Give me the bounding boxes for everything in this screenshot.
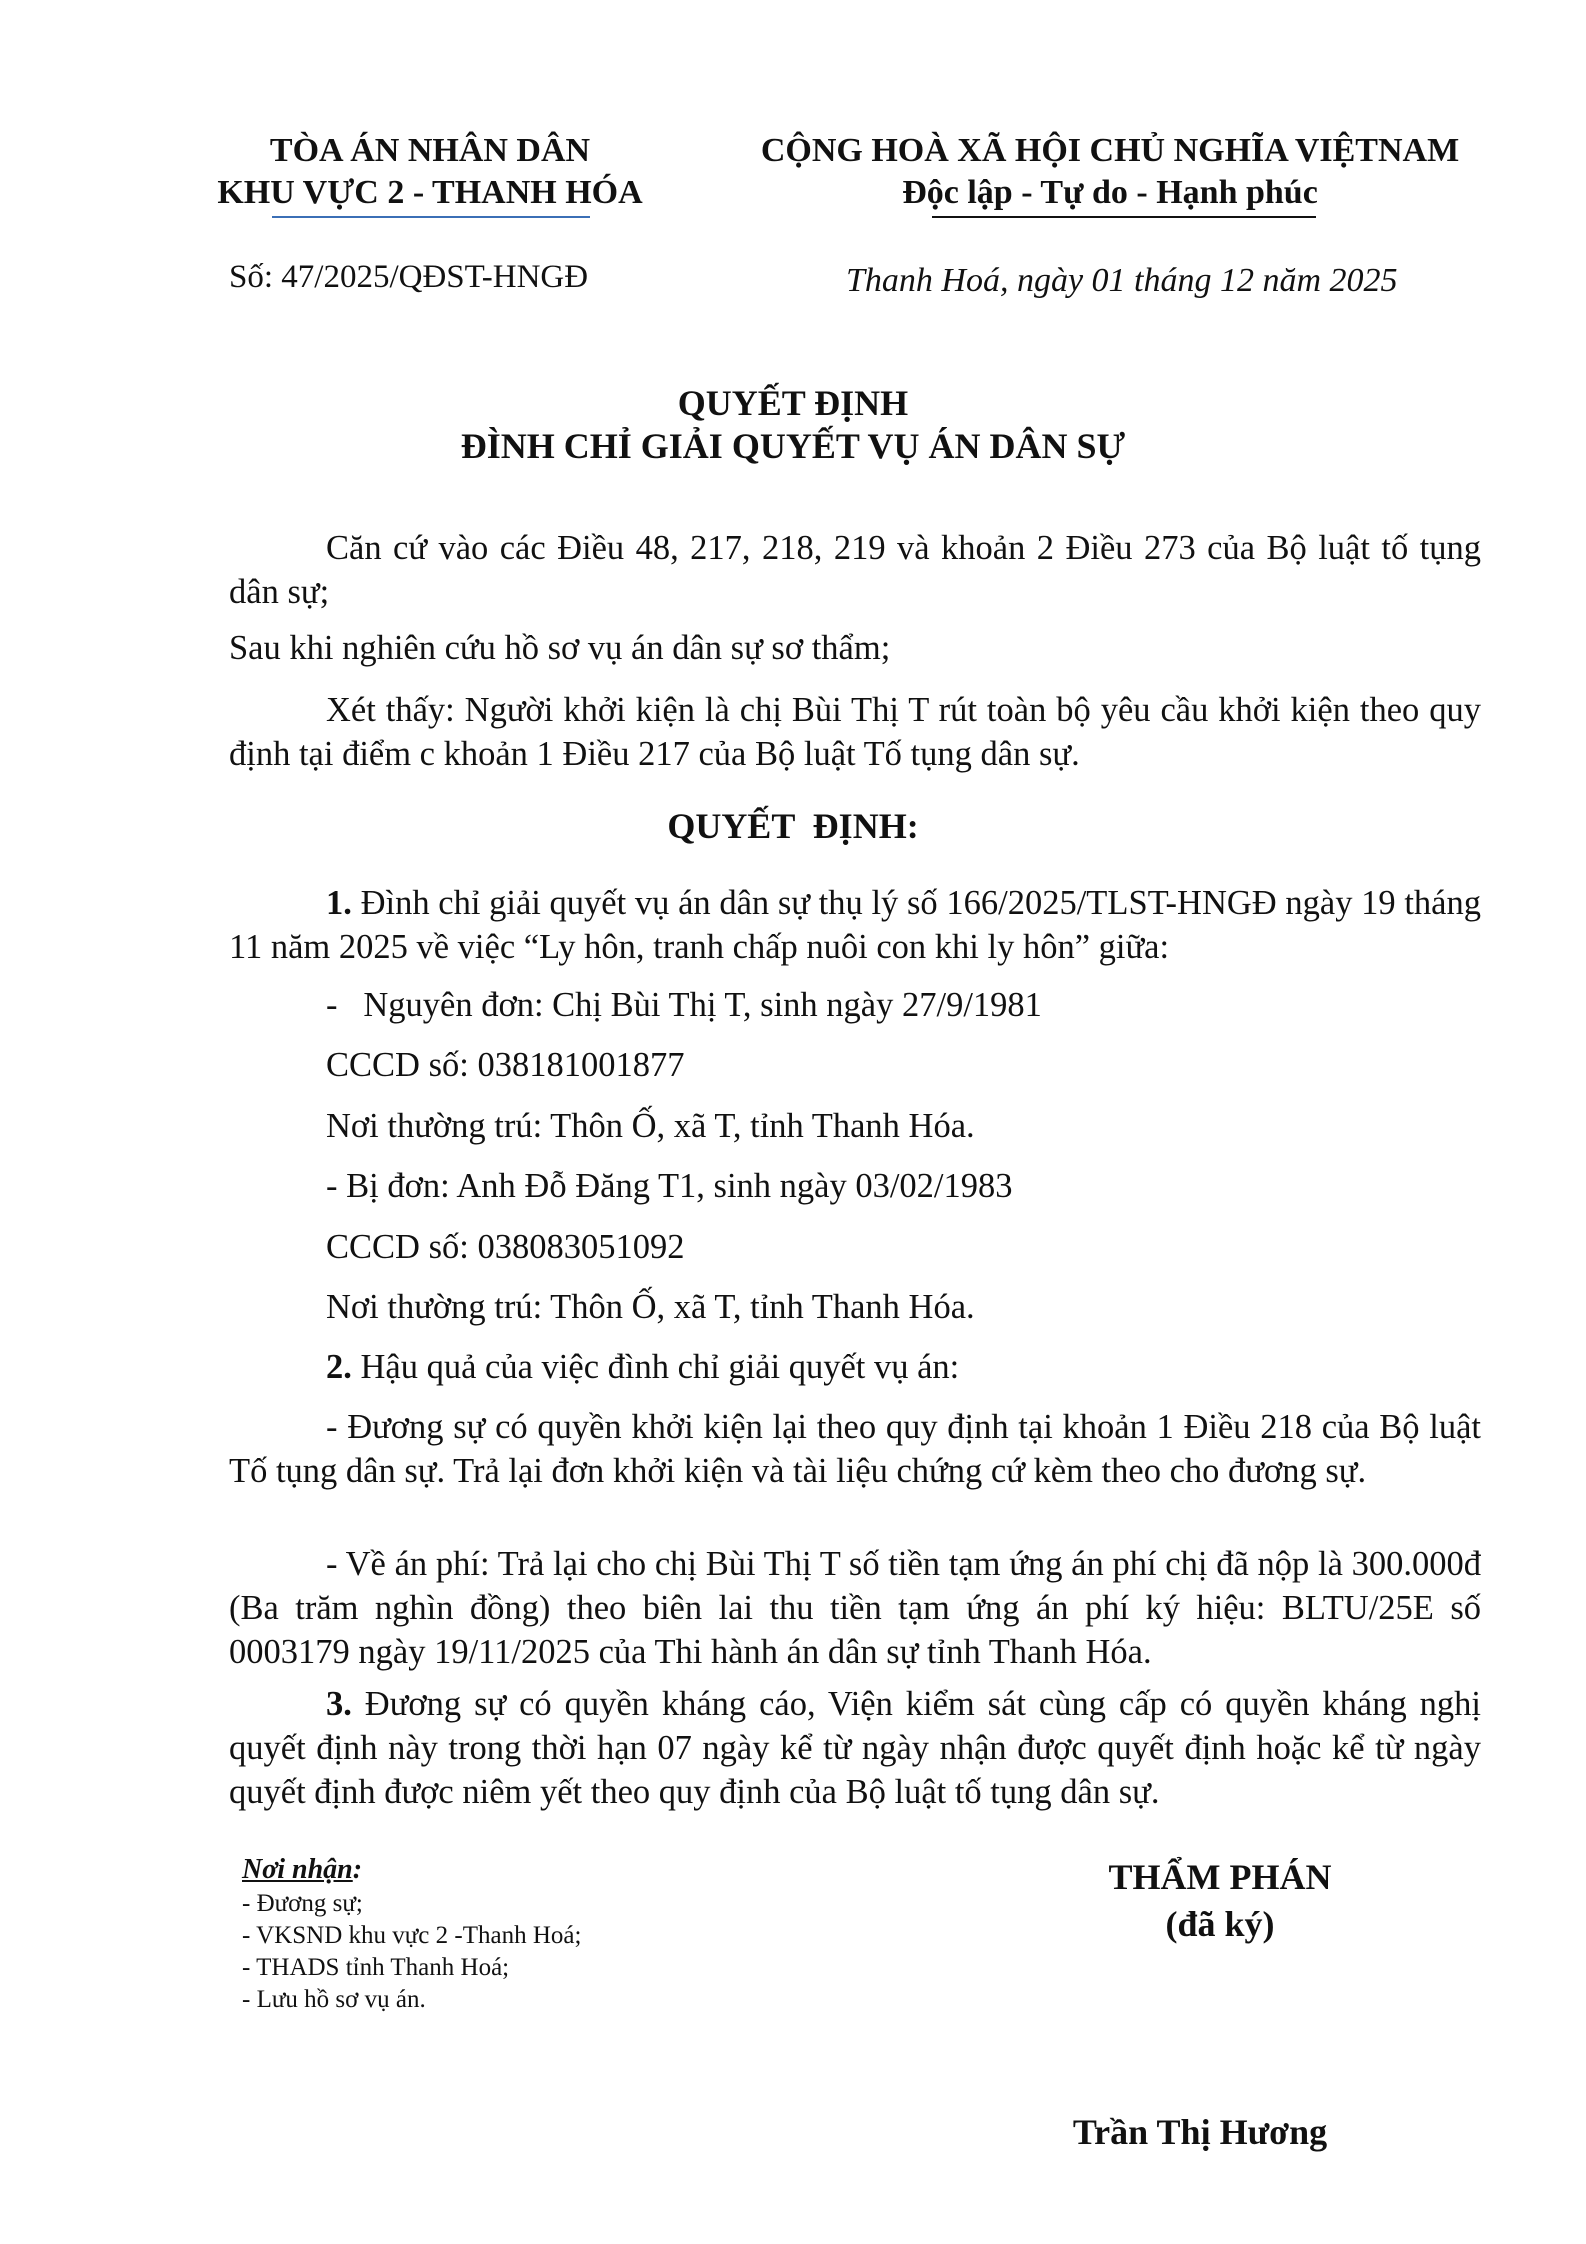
court-name-line2: KHU VỰC 2 - THANH HÓA xyxy=(217,174,643,211)
signer-role: THẨM PHÁN xyxy=(1108,1857,1332,1897)
recipients-heading-colon: : xyxy=(352,1854,363,1885)
item-2-number: 2. xyxy=(326,1348,352,1386)
item-2-right-to-resue: - Đương sự có quyền khởi kiện lại theo quy định tại khoản 1 Điều 218 của Bộ luật Tố tụng dân sự. Trả lại đơn khởi kiện và tài liệu chứng cứ kèm theo cho đương sự. xyxy=(229,1408,1481,1490)
signature-status: (đã ký) xyxy=(1165,1904,1275,1944)
plaintiff-id: CCCD số: 038181001877 xyxy=(326,1046,685,1084)
decision-heading: QUYẾT ĐỊNH: xyxy=(667,806,919,846)
court-name-underline xyxy=(272,216,590,218)
recipient-item: - VKSND khu vực 2 -Thanh Hoá; xyxy=(242,1922,582,1949)
recipients-heading-text: Nơi nhận xyxy=(242,1854,353,1885)
decision-item-1 xyxy=(229,881,1481,969)
defendant-line: - Bị đơn: Anh Đỗ Đăng T1, sinh ngày 03/02/1983 xyxy=(326,1167,1013,1205)
item-2-text: Hậu quả của việc đình chỉ giải quyết vụ án: xyxy=(351,1348,960,1386)
recipient-item: - Lưu hồ sơ vụ án. xyxy=(242,1986,426,2013)
document-number: Số: 47/2025/QĐST-HNGĐ xyxy=(229,259,589,295)
recipients-block xyxy=(242,1852,581,2016)
national-title: CỘNG HOÀ XÃ HỘI CHỦ NGHĨA VIỆTNAM xyxy=(760,132,1460,169)
national-motto: Độc lập - Tự do - Hạnh phúc xyxy=(902,174,1318,211)
decision-item-2 xyxy=(326,1345,959,1389)
defendant-id: CCCD số: 038083051092 xyxy=(326,1228,685,1266)
item-1-text: Đình chỉ giải quyết vụ án dân sự thụ lý số 166/2025/TLST-HNGĐ ngày 19 tháng 11 năm 2025 về việc “Ly hôn, tranh chấp nuôi con khi ly hôn” giữa: xyxy=(229,884,1481,966)
item-3-text: Đương sự có quyền kháng cáo, Viện kiểm sát cùng cấp có quyền kháng nghị quyết định này trong thời hạn 07 ngày kể từ ngày nhận được quyết định hoặc kể từ ngày quyết định được niêm yết theo quy định của Bộ luật tố tụng dân sự. xyxy=(229,1685,1481,1811)
court-name-line1: TÒA ÁN NHÂN DÂN xyxy=(269,132,591,169)
document-subtitle: ĐÌNH CHỈ GIẢI QUYẾT VỤ ÁN DÂN SỰ xyxy=(460,426,1126,466)
legal-basis-paragraph: Căn cứ vào các Điều 48, 217, 218, 219 và khoản 2 Điều 273 của Bộ luật tố tụng dân sự; xyxy=(229,529,1481,611)
item-3-number: 3. xyxy=(326,1685,352,1723)
item-1-number: 1. xyxy=(326,884,352,922)
place-and-date: Thanh Hoá, ngày 01 tháng 12 năm 2025 xyxy=(846,262,1398,299)
item-2-court-fee: - Về án phí: Trả lại cho chị Bùi Thị T số tiền tạm ứng án phí chị đã nộp là 300.000đ (Ba trăm nghìn đồng) theo biên lai thu tiền tạm ứng án phí ký hiệu: BLTU/25E số 0003179 ngày 19/11/2025 của Thi hành án dân sự tỉnh Thanh Hóa. xyxy=(229,1545,1481,1671)
recipients-heading xyxy=(242,1852,581,1888)
defendant-address: Nơi thường trú: Thôn Ố, xã T, tỉnh Thanh Hóa. xyxy=(326,1288,975,1326)
decision-item-3 xyxy=(229,1682,1481,1814)
signer-name: Trần Thị Hương xyxy=(1072,2112,1328,2152)
document-title: QUYẾT ĐỊNH xyxy=(677,383,909,423)
case-study-line: Sau khi nghiên cứu hồ sơ vụ án dân sự sơ thẩm; xyxy=(229,629,891,667)
recipient-item: - Đương sự; xyxy=(242,1890,363,1917)
national-motto-underline xyxy=(932,216,1316,218)
plaintiff-line: - Nguyên đơn: Chị Bùi Thị T, sinh ngày 27/9/1981 xyxy=(326,986,1042,1024)
plaintiff-address: Nơi thường trú: Thôn Ố, xã T, tỉnh Thanh Hóa. xyxy=(326,1107,975,1145)
recipient-item: - THADS tỉnh Thanh Hoá; xyxy=(242,1954,510,1981)
finding-paragraph: Xét thấy: Người khởi kiện là chị Bùi Thị T rút toàn bộ yêu cầu khởi kiện theo quy định tại điểm c khoản 1 Điều 217 của Bộ luật Tố tụng dân sự. xyxy=(229,691,1481,773)
